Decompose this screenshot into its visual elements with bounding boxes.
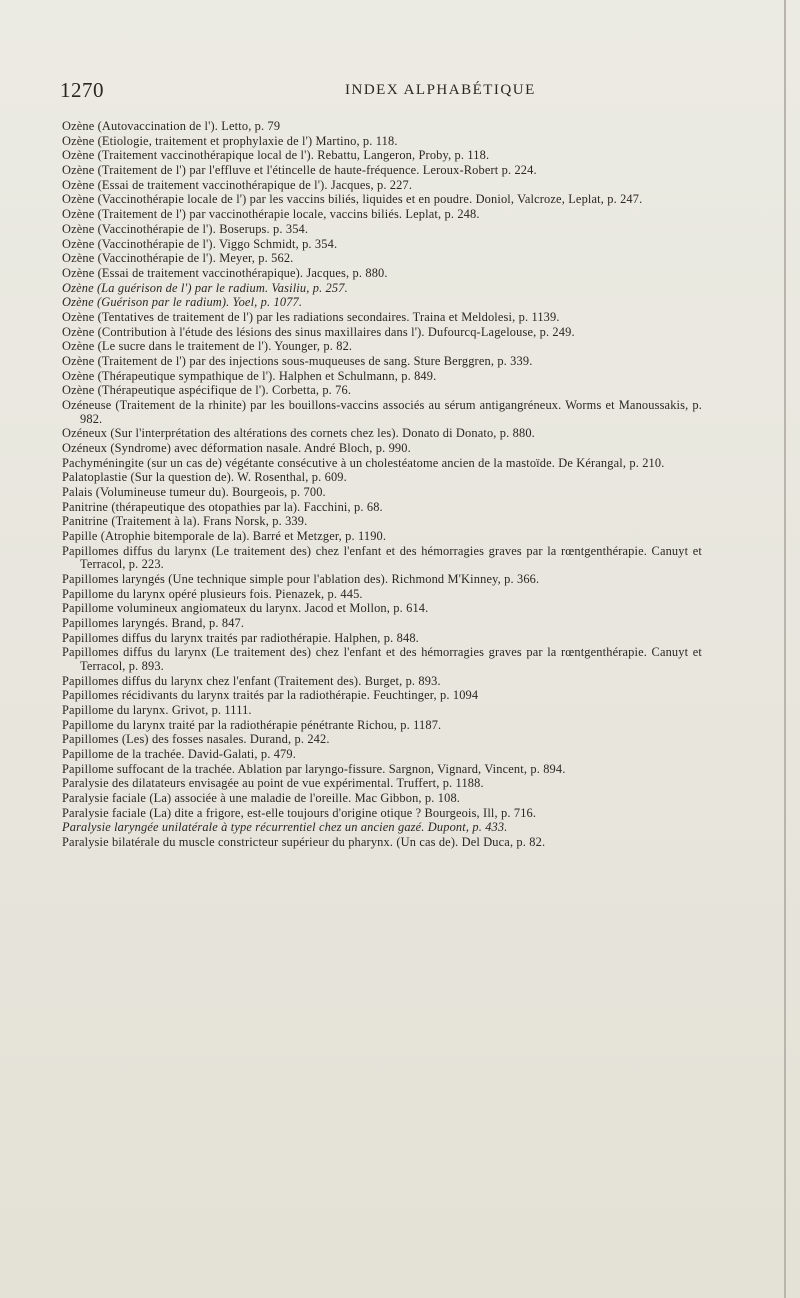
index-entry: Paralysie laryngée unilatérale à type récurrentiel chez un ancien gazé. Dupont, p. 433. <box>62 820 508 835</box>
index-entry: Ozéneux (Sur l'interprétation des altérations des cornets chez les). Donato di Donato, p. 880. <box>62 426 535 441</box>
index-entry: Papillomes diffus du larynx (Le traitement des) chez l'enfant et des hémorragies graves par la rœntgenthérapie. Canuyt et Terracol, p. 893. <box>62 645 702 673</box>
page-number: 1270 <box>60 78 104 102</box>
index-entry: Ozène (Vaccinothérapie locale de l') par les vaccins biliés, liquides et en poudre. Doniol, Valcroze, Leplat, p. 247. <box>62 192 643 207</box>
index-entry: Paralysie faciale (La) dite a frigore, est-elle toujours d'origine otique ? Bourgeois, Ill, p. 716. <box>62 805 537 820</box>
index-entry: Papillomes diffus du larynx (Le traitement des) chez l'enfant et des hémorragies graves par la rœntgenthérapie. Canuyt et Terracol, p. 223. <box>62 543 702 572</box>
index-entry: Paralysie des dilatateurs envisagée au point de vue expérimental. Truffert, p. 1188. <box>62 776 484 791</box>
index-entry: Ozène (Guérison par le radium). Yoel, p. 1077. <box>62 295 303 310</box>
index-entry: Ozène (Etiologie, traitement et prophylaxie de l') Martino, p. 118. <box>62 133 398 148</box>
index-entry: Papillomes récidivants du larynx traités par la radiothérapie. Feuchtinger, p. 1094 <box>62 688 479 703</box>
index-entry: Papillome du larynx traité par la radiothérapie pénétrante Richou, p. 1187. <box>62 717 442 732</box>
index-entry: Papillome suffocant de la trachée. Ablation par laryngo-fissure. Sargnon, Vignard, Vincent, p. 894. <box>62 761 566 776</box>
index-entry: Ozène (Autovaccination de l'). Letto, p. 79 <box>62 119 281 133</box>
index-entry: Ozène (Thérapeutique aspécifique de l'). Corbetta, p. 76. <box>62 383 352 398</box>
index-entry: Ozène (Traitement de l') par vaccinothérapie locale, vaccins biliés. Leplat, p. 248. <box>62 207 480 222</box>
index-entry: Papillomes diffus du larynx chez l'enfant (Traitement des). Burget, p. 893. <box>62 673 441 688</box>
index-entry: Pachyméningite (sur un cas de) végétante consécutive à un cholestéatome ancien de la mastoïde. De Kérangal, p. 210. <box>62 455 665 470</box>
index-entry: Paralysie faciale (La) associée à une maladie de l'oreille. Mac Gibbon, p. 108. <box>62 791 461 806</box>
index-entry: Papillomes (Les) des fosses nasales. Durand, p. 242. <box>62 732 330 747</box>
index-entry: Ozène (Traitement vaccinothérapique local de l'). Rebattu, Langeron, Proby, p. 118. <box>62 148 490 163</box>
index-entry: Ozène (Vaccinothérapie de l'). Meyer, p. 562. <box>62 251 294 266</box>
index-entry: Ozéneux (Syndrome) avec déformation nasale. André Bloch, p. 990. <box>62 440 411 455</box>
index-entry: Papillome du larynx opéré plusieurs fois. Pienazek, p. 445. <box>62 586 363 601</box>
index-entry: Panitrine (thérapeutique des otopathies par la). Facchini, p. 68. <box>62 499 383 514</box>
index-entries <box>62 120 702 851</box>
index-entry: Papillome du larynx. Grivot, p. 1111. <box>62 702 252 717</box>
index-entry: Ozène (Essai de traitement vaccinothérapique). Jacques, p. 880. <box>62 265 388 280</box>
index-entry: Ozène (Vaccinothérapie de l'). Viggo Schmidt, p. 354. <box>62 236 338 251</box>
index-entry: Papillomes laryngés (Une technique simple pour l'ablation des). Richmond M'Kinney, p. 366. <box>62 571 540 586</box>
index-entry: Ozène (Le sucre dans le traitement de l'). Younger, p. 82. <box>62 339 353 354</box>
index-entry: Ozène (Vaccinothérapie de l'). Boserups. p. 354. <box>62 221 309 236</box>
index-entry: Ozène (La guérison de l') par le radium. Vasiliu, p. 257. <box>62 280 348 295</box>
index-entry: Palatoplastie (Sur la question de). W. Rosenthal, p. 609. <box>62 470 347 485</box>
index-entry: Papille (Atrophie bitemporale de la). Barré et Metzger, p. 1190. <box>62 529 387 544</box>
index-entry: Ozène (Traitement de l') par l'effluve et l'étincelle de haute-fréquence. Leroux-Robert p. 224. <box>62 163 537 178</box>
page-header <box>60 78 740 106</box>
running-title: INDEX ALPHABÉTIQUE <box>345 82 536 98</box>
index-entry: Ozène (Tentatives de traitement de l') par les radiations secondaires. Traina et Meldolesi, p. 1139. <box>62 309 560 324</box>
index-entry: Papillomes laryngés. Brand, p. 847. <box>62 616 245 630</box>
index-entry: Papillome de la trachée. David-Galati, p. 479. <box>62 747 296 761</box>
index-entry: Ozéneuse (Traitement de la rhinite) par les bouillons-vaccins associés au sérum antigangréneux. Worms et Manoussakis, p. 982. <box>62 398 702 426</box>
index-entry: Ozène (Essai de traitement vaccinothérapique de l'). Jacques, p. 227. <box>62 177 413 192</box>
index-entry: Panitrine (Traitement à la). Frans Norsk, p. 339. <box>62 514 308 529</box>
index-entry: Palais (Volumineuse tumeur du). Bourgeois, p. 700. <box>62 485 326 499</box>
index-entry: Paralysie bilatérale du muscle constricteur supérieur du pharynx. (Un cas de). Del Duca, p. 82. <box>62 835 546 850</box>
index-entry: Papillomes diffus du larynx traités par radiothérapie. Halphen, p. 848. <box>62 630 419 645</box>
index-entry: Ozène (Thérapeutique sympathique de l'). Halphen et Schulmann, p. 849. <box>62 368 437 383</box>
index-entry: Papillome volumineux angiomateux du larynx. Jacod et Mollon, p. 614. <box>62 601 429 616</box>
index-entry: Ozène (Traitement de l') par des injections sous-muqueuses de sang. Sture Berggren, p. 339. <box>62 354 533 368</box>
index-entry: Ozène (Contribution à l'étude des lésions des sinus maxillaires dans l'). Dufourcq-Lagelouse, p. 249. <box>62 324 575 339</box>
